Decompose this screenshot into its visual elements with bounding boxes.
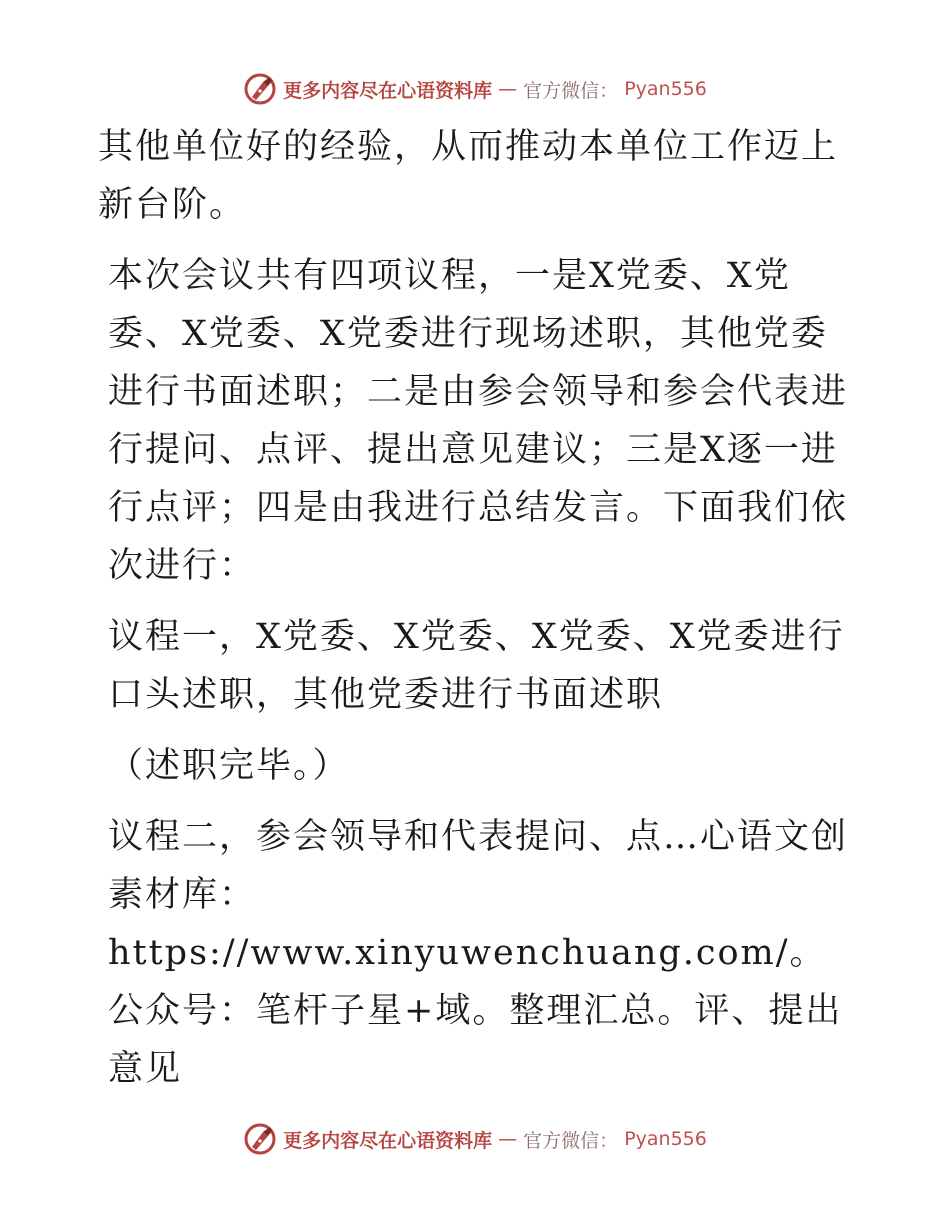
page-header [0, 72, 950, 106]
paragraph-5: 议程二，参会领导和代表提问、点…心语文创素材库：https://www.xinyuwenchuang.com/。公众号：笔杆子星+域。整理汇总。评、提出意见 [108, 817, 849, 1089]
page-footer [0, 1122, 950, 1156]
paragraph-3: 议程一，X党委、X党委、X党委、X党委进行口头述职，其他党委进行书面述职 [108, 617, 845, 715]
footer-wechat-label: 官方微信： [523, 1129, 619, 1152]
document-body [98, 118, 858, 1111]
paragraph-2: 本次会议共有四项议程，一是X党委、X党委、X党委、X党委进行现场述职，其他党委进行书面述职；二是由参会领导和参会代表进行提问、点评、提出意见建议；三是X逐一进行点评；四是由我进行总结发言。下面我们依次进行： [108, 256, 849, 586]
footer-brand-text: 更多内容尽在心语资料库 [283, 1129, 493, 1152]
header-wechat-id: Pyan556 [624, 78, 707, 100]
header-wechat-label: 官方微信： [523, 79, 619, 102]
header-dash: — [498, 78, 518, 100]
footer-dash: — [498, 1128, 518, 1150]
paragraph-4: （述职完毕。） [108, 746, 350, 786]
footer-wechat-id: Pyan556 [624, 1128, 707, 1150]
header-brand-text: 更多内容尽在心语资料库 [283, 79, 493, 102]
paragraph-1: 其他单位好的经验，从而推动本单位工作迈上新台阶。 [98, 127, 839, 225]
pen-nib-logo-icon [243, 1122, 277, 1156]
pen-nib-logo-icon [243, 72, 277, 106]
